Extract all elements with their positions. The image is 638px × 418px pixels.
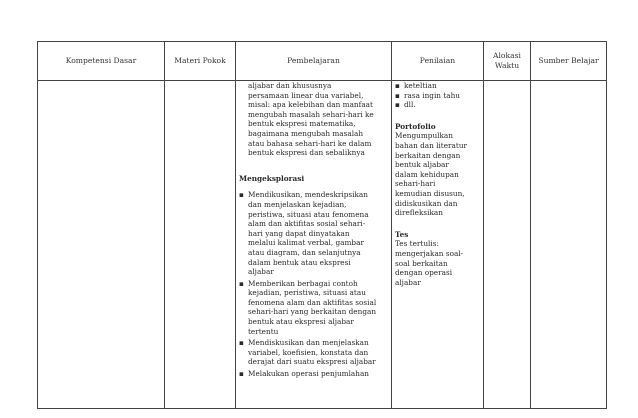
bullet-marker: ▪: [395, 90, 400, 100]
bullet-line: melalui kalimat verbal, gambar: [248, 238, 364, 248]
penilaian-top-bullets: [395, 81, 481, 110]
cell-penilaian: [392, 81, 484, 409]
bullet-line: dan menjelaskan kejadian,: [248, 199, 347, 209]
portfolio-line: bentuk aljabar: [395, 160, 449, 170]
cell-pembelajaran: [236, 81, 392, 409]
penilaian-bullet-text: keteltian: [404, 81, 437, 90]
intro-line: bagaimana mengubah masalah: [248, 128, 364, 138]
test-line: aljabar: [395, 277, 421, 287]
cell-materi-pokok: [165, 81, 236, 409]
cell-sumber-belajar: [531, 81, 607, 409]
intro-line: bentuk ekspresi matematika,: [248, 119, 356, 129]
header-sumber-belajar: Sumber Belajar: [531, 42, 607, 81]
penilaian-bullet-item: [395, 91, 481, 101]
portfolio-line: Mengumpulkan: [395, 131, 453, 141]
pembelajaran-bullet-item: [239, 190, 388, 276]
portfolio-text: [395, 131, 481, 217]
bullet-line: Mendiskusikan dan menjelaskan: [248, 338, 369, 348]
bullet-line: atau diagram, dan selanjutnya: [248, 247, 361, 257]
bullet-line: Mendikusikan, mendeskripsikan: [248, 190, 368, 200]
header-materi-pokok: Materi Pokok: [165, 42, 236, 81]
syllabus-table: [37, 41, 607, 409]
bullet-line: alam dan aktifitas sosial sehari-: [248, 219, 366, 229]
header-penilaian: Penilaian: [392, 42, 484, 81]
intro-line: persamaan linear dua variabel,: [248, 90, 364, 100]
header-pembelajaran: Pembelajaran: [236, 42, 392, 81]
intro-line: aljabar dan khususnya: [248, 81, 332, 90]
portfolio-title: Portofolio: [395, 121, 436, 131]
bullet-line: sehari-hari yang berkaitan dengan: [248, 307, 377, 317]
bullet-marker: ▪: [239, 338, 244, 348]
bullet-line: kejadian, peristiwa, situasi atau: [248, 288, 366, 298]
pembelajaran-bullet-item: [239, 279, 388, 337]
bullet-text: [248, 338, 388, 367]
bullet-line: hari yang dapat dinyatakan: [248, 228, 350, 238]
penilaian-bullet-text: rasa ingin tahu: [404, 90, 460, 100]
test-title: Tes: [395, 229, 409, 239]
penilaian-bullet-text: dll.: [404, 100, 416, 110]
bullet-line: aljabar: [248, 267, 274, 277]
portfolio-line: berkaitan dengan: [395, 150, 461, 160]
intro-line: misal: apa kelebihan dan manfaat: [248, 100, 373, 110]
intro-line: bentuk ekspresi dan sebaliknya: [248, 148, 365, 158]
portfolio-line: sehari-hari: [395, 179, 436, 189]
pembelajaran-bullet-item: [239, 338, 388, 367]
content-row: [38, 81, 607, 409]
portfolio-line: dalam kehidupan: [395, 169, 459, 179]
test-line: mengerjakan soal-: [395, 248, 464, 258]
bullet-line: dalam bentuk atau ekspresi: [248, 257, 351, 267]
bullet-marker: ▪: [239, 278, 244, 288]
bullet-marker: ▪: [395, 100, 400, 110]
bullet-line: peristiwa, situasi atau fenomena: [248, 209, 369, 219]
cell-kompetensi-dasar: [38, 81, 165, 409]
portfolio-line: direfleksikan: [395, 208, 443, 218]
test-line: dengan operasi: [395, 268, 453, 278]
bullet-text: [248, 190, 388, 276]
portfolio-line: didiskusikan dan: [395, 198, 458, 208]
penilaian-bullet-item: [395, 81, 481, 91]
header-kompetensi-dasar: Kompetensi Dasar: [38, 42, 165, 81]
test-text: [395, 239, 481, 287]
bullet-line: variabel, koefisien, konstata dan: [248, 347, 369, 357]
bullet-line: tertentu: [248, 326, 279, 336]
bullet-line: bentuk atau ekspresi aljabar: [248, 317, 354, 327]
bullet-line: Melakukan operasi penjumlahan: [248, 369, 370, 379]
bullet-marker: ▪: [239, 369, 244, 379]
pembelajaran-bullet-item: [239, 369, 388, 379]
test-line: soal berkaitan: [395, 258, 448, 268]
bullet-marker: ▪: [239, 190, 244, 200]
header-row: [38, 42, 607, 81]
penilaian-bullet-item: [395, 100, 481, 110]
bullet-line: derajat dari suatu ekspresi aljabar: [248, 357, 376, 367]
bullet-text: [248, 279, 388, 337]
intro-line: mengubah masalah sehari-hari ke: [248, 109, 374, 119]
header-alokasi-waktu: Alokasi Waktu: [484, 42, 531, 81]
bullet-text: [248, 369, 388, 379]
mengeksplorasi-heading: Mengeksplorasi: [239, 173, 305, 183]
cell-alokasi-waktu: [484, 81, 531, 409]
test-line: Tes tertulis:: [395, 239, 439, 249]
bullet-marker: ▪: [395, 81, 400, 90]
pembelajaran-intro: [239, 81, 388, 158]
bullet-line: fenomena alam dan aktifitas sosial: [248, 297, 377, 307]
portfolio-line: bahan dan literatur: [395, 140, 468, 150]
intro-line: atau bahasa sehari-hari ke dalam: [248, 138, 372, 148]
portfolio-line: kemudian disusun,: [395, 188, 465, 198]
bullet-line: Memberikan berbagai contoh: [248, 278, 358, 288]
pembelajaran-bullets: [239, 190, 388, 378]
